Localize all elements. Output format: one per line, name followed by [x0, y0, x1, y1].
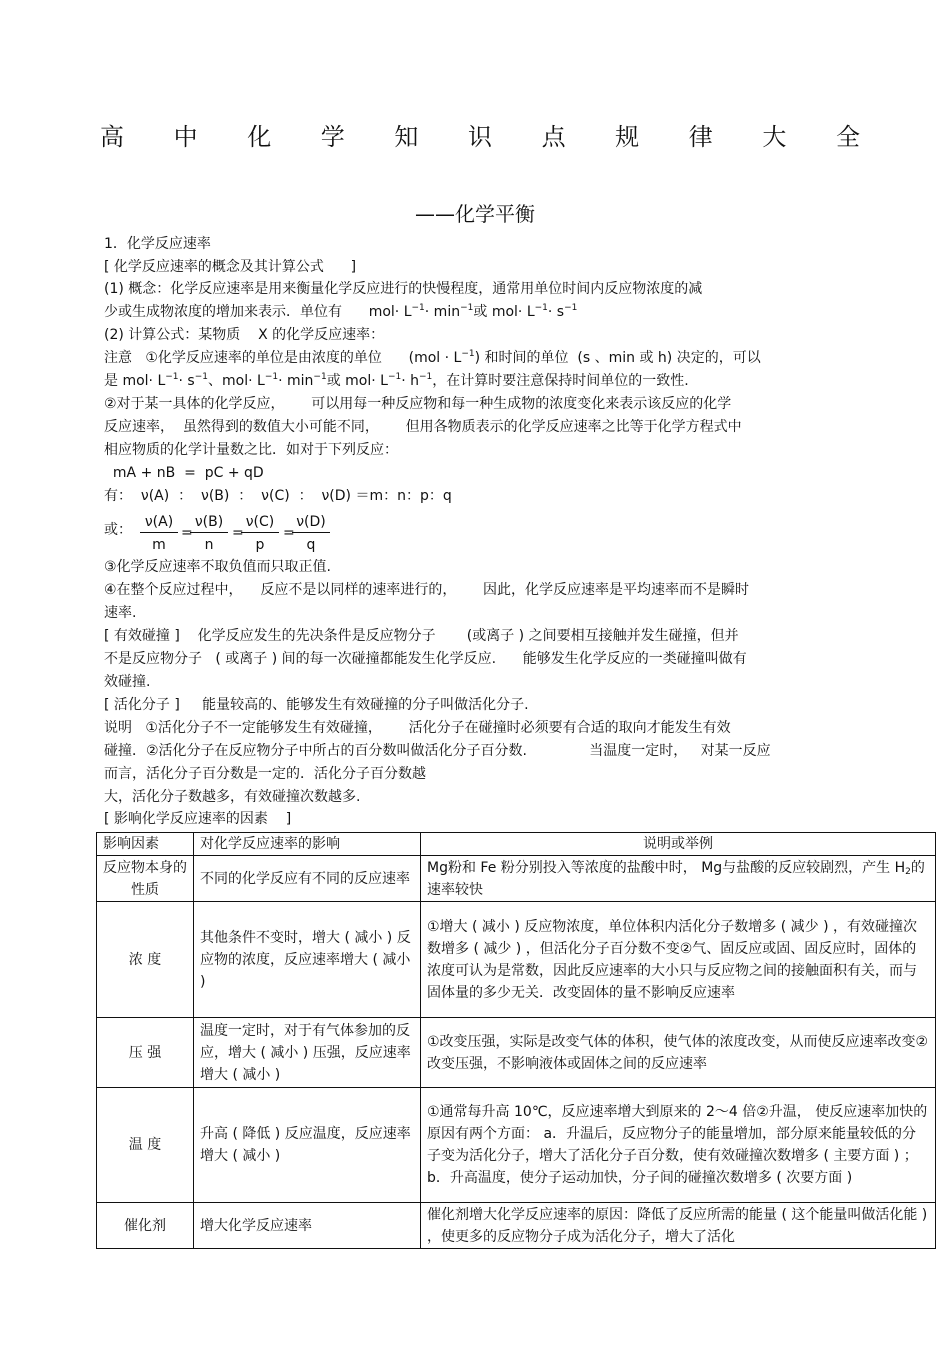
text-run: 注意 ①化学反应速率的单位是由浓度的单位 (mol · L — [104, 350, 462, 366]
text-line: 反应速率， 虽然得到的数值大小可能不同， 但用各物质表示的化学反应速率之比等于化学方程式中 — [104, 419, 742, 435]
title-char: 高 — [100, 123, 124, 151]
factor-cell: 反应物本身的性质 — [97, 856, 194, 902]
document-subtitle: ——化学平衡 — [415, 202, 535, 226]
title-char: 规 — [615, 123, 640, 151]
or-label: 或： — [104, 522, 132, 538]
text-line: [ 有效碰撞 ] 化学反应发生的先决条件是反应物分子 (或离子 ) 之间要相互接触并发生碰撞，但并 — [104, 628, 739, 644]
title-char: 大 — [762, 123, 787, 151]
text-line — [104, 348, 761, 368]
superscript: −1 — [165, 372, 179, 382]
note-cell: ①增大 ( 减小 ) 反应物浓度，单位体积内活化分子数增多 ( 减少 ) ，有效碰撞次数增多 ( 减少 ) ，但活化分子百分数不变②气、固反应或固、固反应时，固体的浓度可认为是常数，因此反应速率的大小只与反应物之间的接触面积有关，而与固体量的多少无关．改变固体的量不影响反应速率 — [421, 902, 936, 1018]
title-char: 学 — [320, 123, 345, 151]
effect-cell: 不同的化学反应有不同的反应速率 — [194, 856, 421, 902]
header-note: 说明或举例 — [421, 833, 936, 856]
table-row — [97, 1018, 936, 1088]
title-char: 知 — [394, 123, 419, 151]
section-heading: 1．化学反应速率 — [104, 236, 211, 252]
text-line: 速率. — [104, 605, 137, 621]
text-run: · h — [401, 373, 419, 389]
note-cell: ①改变压强，实际是改变气体的体积，使气体的浓度改变，从而使反应速率改变②改变压强，不影响液体或固体之间的反应速率 — [421, 1018, 936, 1088]
superscript: −1 — [534, 303, 548, 313]
fraction-denominator: m — [152, 537, 166, 553]
factor-cell: 催化剂 — [97, 1203, 194, 1249]
title-char: 律 — [688, 123, 713, 151]
text-run: · min — [424, 304, 461, 320]
text-line: 而言，活化分子百分数是一定的．活化分子百分数越 — [104, 766, 426, 782]
table-row — [97, 1203, 936, 1249]
superscript: −1 — [313, 372, 327, 382]
table-row — [97, 1088, 936, 1203]
superscript: −1 — [387, 372, 402, 382]
text-line: (2) 计算公式：某物质 X 的化学反应速率： — [104, 327, 385, 343]
table-header-row — [97, 833, 936, 856]
effect-cell: 升高 ( 降低 ) 反应温度，反应速率增大 ( 减小 ) — [194, 1088, 421, 1203]
note-text: Mg粉和 Fe 粉分别投入等浓度的盐酸中时， Mg与盐酸的反应较剧烈，产生 H — [427, 859, 906, 876]
text-run: · min — [278, 373, 314, 389]
document-title — [100, 121, 860, 153]
note-cell: ①通常每升高 10℃，反应速率增大到原来的 2～4 倍②升温， 使反应速率加快的原因有两个方面： a．升温后，反应物分子的能量增加，部分原来能量较低的分子变为活化分子，增大了活化分子百分数，使有效碰撞次数增多 ( 主要方面 ) ；b．升高温度，使分子运动加快，分子间的碰撞次数增多 ( 次要方面 ) — [421, 1088, 936, 1203]
fraction-numerator: ν(D) — [292, 513, 330, 533]
text-line: 效碰撞. — [104, 674, 151, 690]
text-line: 说明 ①活化分子不一定能够发生有效碰撞， 活化分子在碰撞时必须要有合适的取向才能发生有效 — [104, 720, 731, 736]
fraction-d — [292, 513, 330, 554]
text-run: 是 mol· L — [104, 373, 166, 389]
text-line: ②对于某一具体的化学反应， 可以用每一种反应物和每一种生成物的浓度变化来表示该反应的化学 — [104, 396, 732, 412]
superscript: −1 — [419, 372, 433, 382]
text-run: · s — [178, 373, 195, 389]
rate-factors-table — [96, 832, 936, 1249]
table-row — [97, 902, 936, 1018]
topic-heading: [ 化学反应速率的概念及其计算公式 ] — [104, 259, 357, 275]
text-line — [104, 371, 689, 391]
fraction-a — [140, 513, 178, 554]
superscript: −1 — [264, 372, 279, 382]
text-line: 碰撞．②活化分子在反应物分子中所占的百分数叫做活化分子百分数. 当温度一定时， 对某一反应 — [104, 743, 771, 759]
text-run: 或 mol· L — [473, 304, 535, 320]
title-char: 全 — [835, 123, 860, 151]
reaction-equation: mA + nB = pC + qD — [104, 465, 264, 481]
header-effect: 对化学反应速率的影响 — [194, 833, 421, 856]
note-cell — [421, 856, 936, 902]
text-line: [ 活化分子 ] 能量较高的、能够发生有效碰撞的分子叫做活化分子. — [104, 697, 529, 713]
superscript: −1 — [461, 349, 475, 359]
text-line: 不是反应物分子 ( 或离子 ) 间的每一次碰撞都能发生化学反应. 能够发生化学反应的一类碰撞叫做有 — [104, 651, 747, 667]
text-run: 少或生成物浓度的增加来表示．单位有 mol· L — [104, 304, 412, 320]
text-run: 或 mol· L — [326, 373, 388, 389]
fraction-c — [241, 513, 279, 554]
text-line: ④在整个反应过程中， 反应不是以同样的速率进行的， 因此，化学反应速率是平均速率而不是瞬时 — [104, 582, 750, 598]
text-line: ③化学反应速率不取负值而只取正值. — [104, 559, 332, 575]
header-factor: 影响因素 — [97, 833, 194, 856]
title-char: 化 — [247, 123, 272, 151]
effect-cell: 增大化学反应速率 — [194, 1203, 421, 1249]
fraction-b — [190, 513, 228, 554]
fraction-denominator: p — [255, 537, 265, 553]
equals-sign: = — [181, 525, 193, 541]
equals-sign: = — [232, 525, 244, 541]
superscript: −1 — [460, 303, 474, 313]
effect-cell: 温度一定时，对于有气体参加的反应，增大 ( 减小 ) 压强，反应速率增大 ( 减小 ) — [194, 1018, 421, 1088]
factor-cell: 压 强 — [97, 1018, 194, 1088]
title-char: 点 — [541, 123, 566, 151]
text-line: 大，活化分子数越多，有效碰撞次数越多. — [104, 789, 361, 805]
superscript: −1 — [194, 372, 209, 382]
text-line: 相应物质的化学计量数之比．如对于下列反应： — [104, 442, 398, 458]
equals-sign: = — [283, 525, 295, 541]
text-run: 、mol· L — [208, 373, 265, 389]
note-text: 的速率较快 — [427, 859, 925, 898]
fraction-denominator: q — [306, 537, 316, 553]
text-run: ，在计算时要注意保持时间单位的一致性. — [432, 373, 689, 389]
table-caption: [ 影响化学反应速率的因素 ] — [104, 811, 292, 827]
rate-ratio-line: 有： ν(A) ： ν(B) ： ν(C) ： ν(D) ＝m：n：p：q — [104, 488, 452, 504]
text-run: ) 和时间的单位 (s 、min 或 h) 决定的，可以 — [474, 350, 761, 366]
fraction-denominator: n — [204, 537, 214, 553]
text-line — [104, 302, 577, 322]
title-char: 识 — [467, 123, 492, 151]
fraction-numerator: ν(B) — [190, 513, 228, 533]
subscript: 2 — [905, 866, 911, 877]
factor-cell: 温 度 — [97, 1088, 194, 1203]
title-char: 中 — [173, 123, 198, 151]
effect-cell: 其他条件不变时，增大 ( 减小 ) 反应物的浓度，反应速率增大 ( 减小 ) — [194, 902, 421, 1018]
superscript: −1 — [564, 303, 578, 313]
table-row — [97, 856, 936, 902]
superscript: −1 — [411, 303, 425, 313]
text-line: (1) 概念：化学反应速率是用来衡量化学反应进行的快慢程度，通常用单位时间内反应物浓度的减 — [104, 281, 703, 297]
factor-cell: 浓 度 — [97, 902, 194, 1018]
fraction-numerator: ν(C) — [241, 513, 279, 533]
text-run: · s — [547, 304, 565, 320]
fraction-numerator: ν(A) — [140, 513, 178, 533]
note-cell: 催化剂增大化学反应速率的原因：降低了反应所需的能量 ( 这个能量叫做活化能 ) ，使更多的反应物分子成为活化分子，增大了活化 — [421, 1203, 936, 1249]
